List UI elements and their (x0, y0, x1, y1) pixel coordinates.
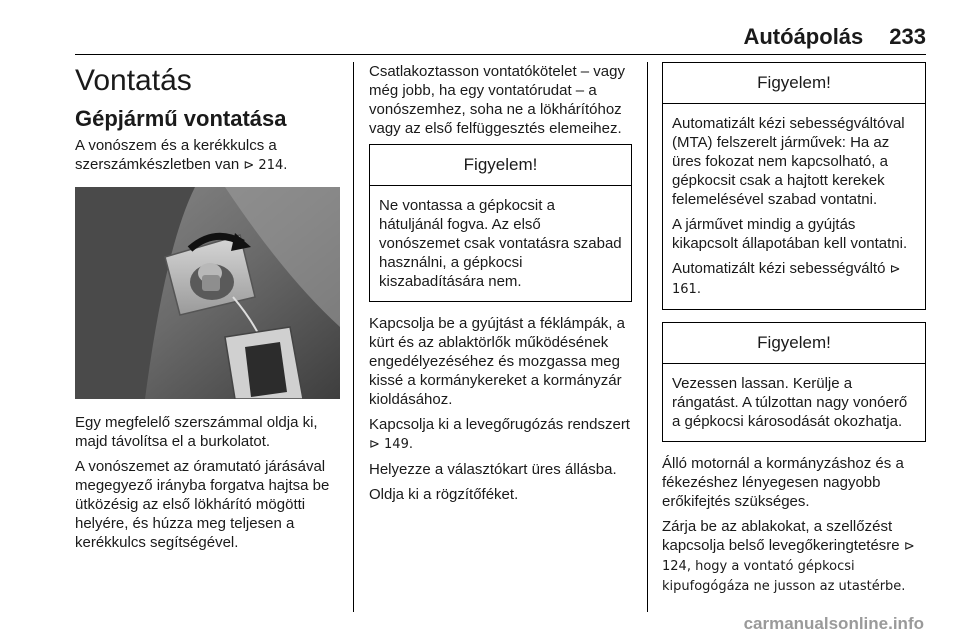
column-3 (662, 62, 926, 602)
warning-body (663, 104, 925, 309)
paragraph: Kapcsolja ki a levegőrugózás rendszert ⊳ 149. (369, 416, 630, 452)
header-rule (75, 54, 926, 55)
page-number: 233 (889, 24, 926, 49)
warning-box (662, 322, 926, 442)
paragraph: A vonószemet az óramutató járásával megegyező irányba forgatva hajtsa be ütközésig az első lökhárító mögötti helyére, és húzza meg teljesen a kerékkulcs segítségével. (75, 458, 330, 551)
paragraph: A vonószem és a kerékkulcs a szerszámkészletben van ⊳ 214. (75, 137, 288, 173)
section-subtitle: Gépjármű vontatása (75, 106, 287, 131)
warning-title: Figyelem! (663, 63, 925, 104)
warning-title: Figyelem! (663, 323, 925, 364)
section-title: Autóápolás (743, 24, 864, 49)
warning-text: A járművet mindig a gyújtás kikapcsolt állapotában kell vontatni. (672, 216, 908, 252)
column-2 (369, 62, 632, 510)
warning-title: Figyelem! (370, 145, 631, 186)
photo-illustration (75, 187, 340, 399)
page-title: Vontatás (75, 64, 192, 97)
paragraph: Egy megfelelő szerszámmal oldja ki, majd távolítsa el a burkolatot. (75, 414, 318, 450)
warning-body (663, 364, 925, 441)
page-reference-link[interactable]: ⊳ 124, hogy a vontató gépkocsi kipufogógáza ne jusson az utastérbe. (662, 539, 915, 594)
paragraph: Álló motornál a kormányzáshoz és a fékezéshez lényegesen nagyobb erőkifejtés szükséges. (662, 455, 904, 510)
page-reference-link[interactable]: ⊳ 149. (369, 437, 413, 452)
warning-box (369, 144, 632, 302)
column-divider-2 (647, 62, 648, 612)
warning-body (370, 186, 631, 301)
warning-text: Vezessen lassan. Kerülje a rángatást. A túlzottan nagy vonóerő a gépkocsi károsodását okozhatja. (672, 375, 908, 430)
watermark-text: carmanualsonline.info (743, 614, 924, 633)
page-reference-link[interactable]: ⊳ 214. (243, 158, 288, 173)
paragraph: Zárja be az ablakokat, a szellőzést kapcsolja belső levegőkeringtetésre ⊳ 124, hogy a vontató gépkocsi kipufogógáza ne jusson az utastérbe. (662, 518, 915, 594)
paragraph: Helyezze a választókart üres állásba. (369, 461, 617, 478)
paragraph: Csatlakoztasson vontatókötelet – vagy még jobb, ha egy vontatórudat – a vonószemhez, soha ne a lökhárítóhoz vagy az első felfüggesztés elemeihez. (369, 63, 625, 137)
column-divider-1 (353, 62, 354, 612)
warning-text: Ne vontassa a gépkocsit a hátuljánál fogva. Az első vonószemet csak vontatásra szabad használni, a gépkocsi kiszabadítására nem. (379, 197, 622, 290)
warning-box (662, 62, 926, 310)
column-1 (75, 62, 340, 558)
page-header (743, 20, 926, 54)
warning-text: Automatizált kézi sebességváltó ⊳ 161. (672, 260, 901, 297)
tow-eye-cover-photo (75, 187, 340, 399)
paragraph: Oldja ki a rögzítőféket. (369, 486, 519, 503)
page-reference-link[interactable]: ⊳ 161. (672, 262, 901, 297)
paragraph: Kapcsolja be a gyújtást a féklámpák, a kürt és az ablaktörlők működésének engedélyezéséhez és mozgassa meg kissé a kormánykereket a kormányzár kioldásához. (369, 315, 625, 408)
warning-text: Automatizált kézi sebességváltóval (MTA) felszerelt járművek: Ha az üres fokozat nem kapcsolható, a gépkocsit csak a hajtott kerekek felemelésével szabad vontatni. (672, 115, 905, 208)
